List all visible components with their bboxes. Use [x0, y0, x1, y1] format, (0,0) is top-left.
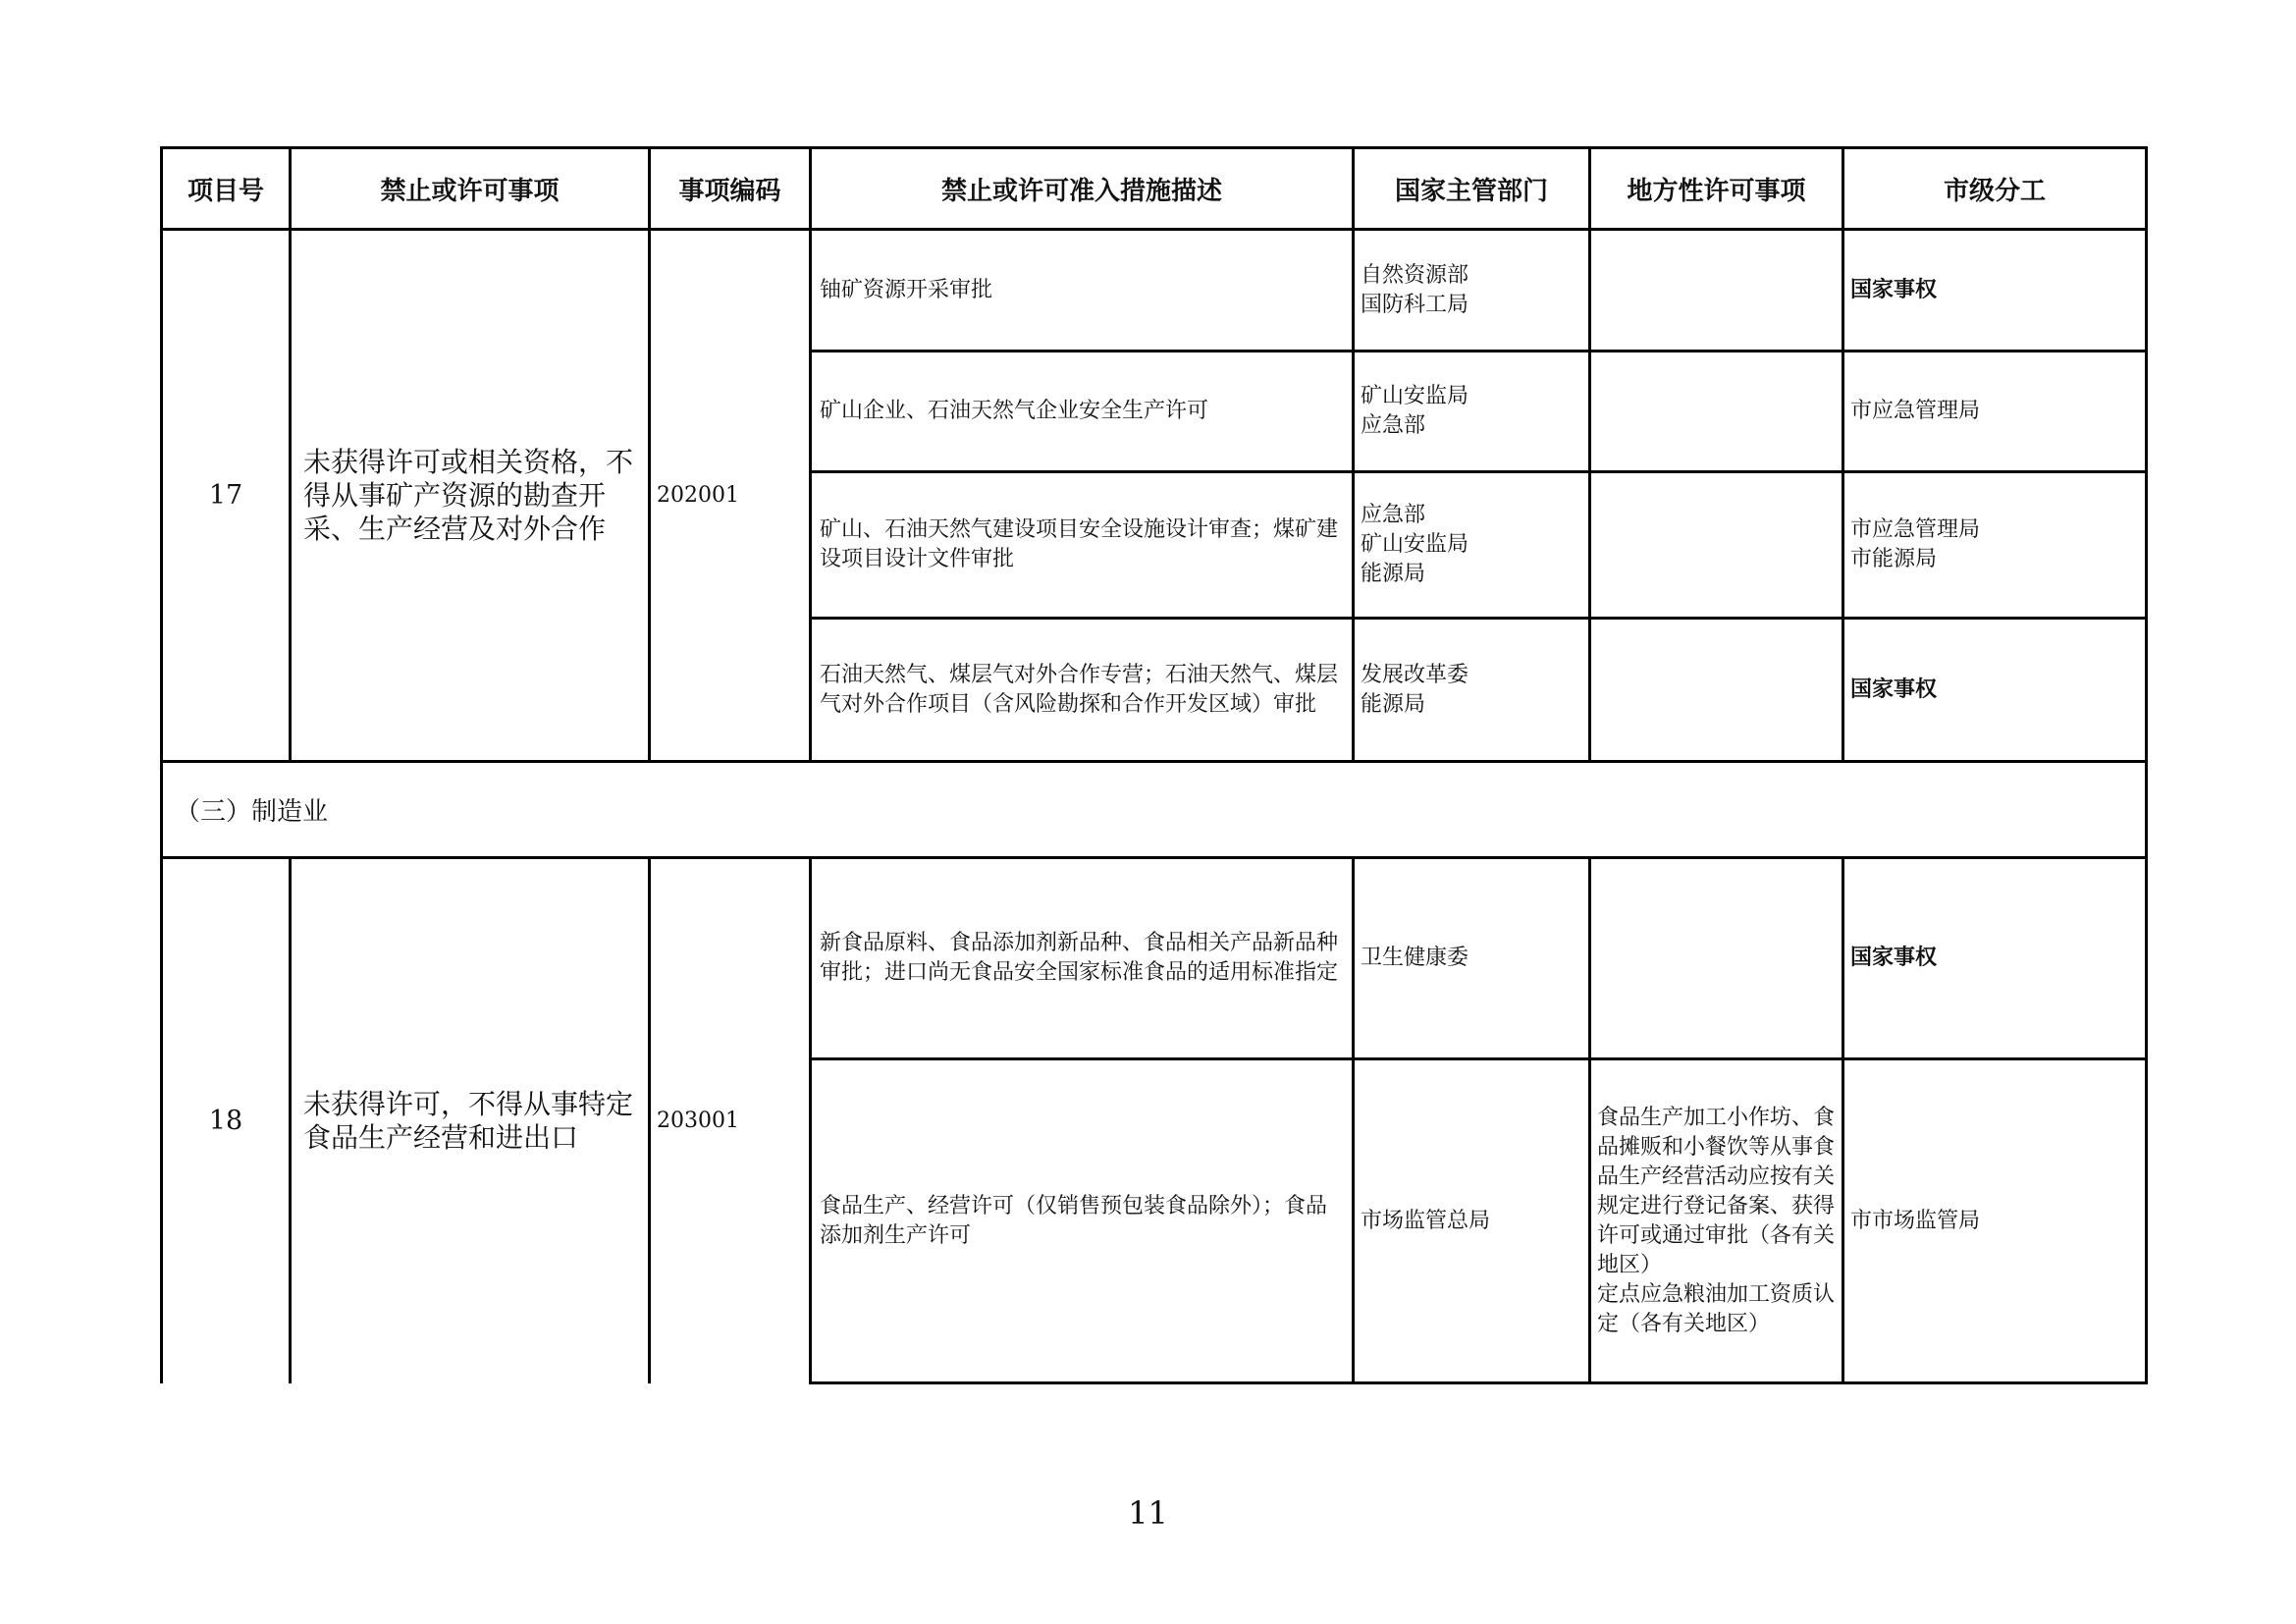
- item-code: 203001: [650, 858, 811, 1383]
- city-division: 市市场监管局: [1843, 1059, 2147, 1383]
- page-number: 11: [1128, 1494, 1168, 1532]
- header-item-number: 项目号: [162, 148, 291, 230]
- city-division: 国家事权: [1843, 619, 2147, 762]
- local-permit: [1590, 472, 1843, 619]
- national-dept: 市场监管总局: [1354, 1059, 1590, 1383]
- header-national-dept: 国家主管部门: [1354, 148, 1590, 230]
- city-division: 国家事权: [1843, 230, 2147, 352]
- measure-description: 食品生产、经营许可（仅销售预包装食品除外）；食品添加剂生产许可: [811, 1059, 1354, 1383]
- measure-description: 新食品原料、食品添加剂新品种、食品相关产品新品种审批；进口尚无食品安全国家标准食品的适用标准指定: [811, 858, 1354, 1059]
- national-dept: 自然资源部 国防科工局: [1354, 230, 1590, 352]
- section-heading: （三）制造业: [162, 762, 2147, 858]
- measure-description: 矿山企业、石油天然气企业安全生产许可: [811, 352, 1354, 472]
- item-matter: 未获得许可，不得从事特定食品生产经营和进出口: [291, 858, 650, 1383]
- measure-description: 铀矿资源开采审批: [811, 230, 1354, 352]
- city-division: 市应急管理局: [1843, 352, 2147, 472]
- national-dept: 卫生健康委: [1354, 858, 1590, 1059]
- local-permit: [1590, 230, 1843, 352]
- local-permit: 食品生产加工小作坊、食品摊贩和小餐饮等从事食品生产经营活动应按有关规定进行登记备案、获得许可或通过审批（各有关地区） 定点应急粮油加工资质认定（各有关地区）: [1590, 1059, 1843, 1383]
- permission-table: [160, 146, 2148, 1384]
- national-dept: 发展改革委 能源局: [1354, 619, 1590, 762]
- national-dept: 矿山安监局 应急部: [1354, 352, 1590, 472]
- measure-description: 矿山、石油天然气建设项目安全设施设计审查；煤矿建设项目设计文件审批: [811, 472, 1354, 619]
- header-description: 禁止或许可准入措施描述: [811, 148, 1354, 230]
- national-dept: 应急部 矿山安监局 能源局: [1354, 472, 1590, 619]
- header-city-division: 市级分工: [1843, 148, 2147, 230]
- table-row: [162, 230, 2147, 352]
- header-local-permit: 地方性许可事项: [1590, 148, 1843, 230]
- local-permit: [1590, 619, 1843, 762]
- local-permit: [1590, 858, 1843, 1059]
- item-code: 202001: [650, 230, 811, 762]
- header-matter: 禁止或许可事项: [291, 148, 650, 230]
- item-number: 18: [162, 858, 291, 1383]
- city-division: 市应急管理局 市能源局: [1843, 472, 2147, 619]
- table-row: [162, 858, 2147, 1059]
- header-row: [162, 148, 2147, 230]
- city-division: 国家事权: [1843, 858, 2147, 1059]
- item-matter: 未获得许可或相关资格，不得从事矿产资源的勘查开采、生产经营及对外合作: [291, 230, 650, 762]
- local-permit: [1590, 352, 1843, 472]
- measure-description: 石油天然气、煤层气对外合作专营；石油天然气、煤层气对外合作项目（含风险勘探和合作开发区域）审批: [811, 619, 1354, 762]
- header-code: 事项编码: [650, 148, 811, 230]
- item-number: 17: [162, 230, 291, 762]
- section-row: [162, 762, 2147, 858]
